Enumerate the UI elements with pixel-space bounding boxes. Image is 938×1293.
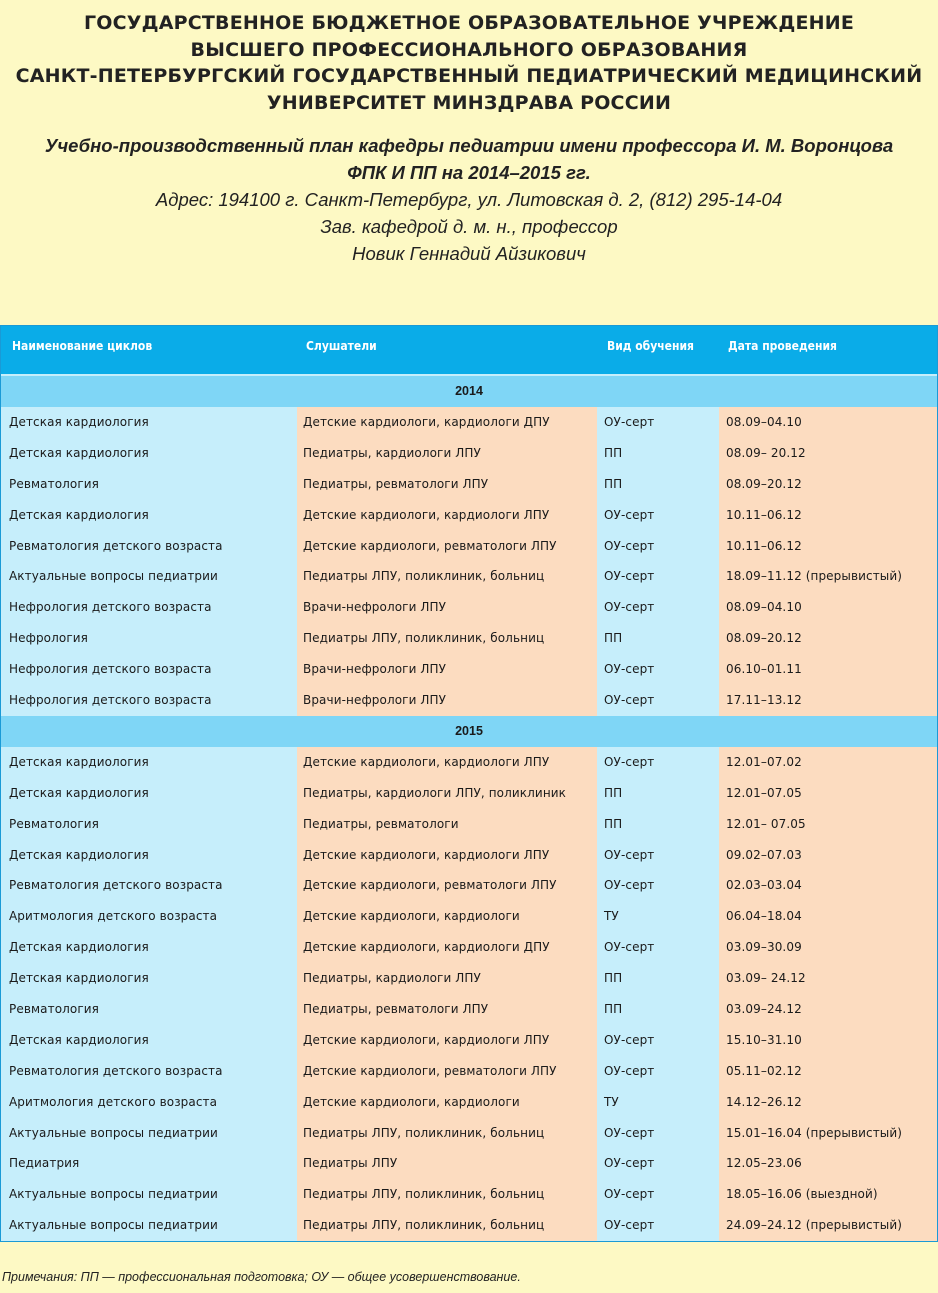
listeners-cell: Педиатры ЛПУ, поликлиник, больниц [297,561,597,592]
cycle-cell: Ревматология [1,469,297,500]
table-row [1,1179,937,1210]
table-row [1,994,937,1025]
schedule-table [0,325,938,1242]
date-cell: 18.05–16.06 (выездной) [719,1179,937,1210]
type-cell: ПП [597,994,719,1025]
type-cell: ОУ-серт [597,654,719,685]
listeners-cell: Педиатры, кардиологи ЛПУ, поликлиник [297,778,597,809]
date-cell: 15.01–16.04 (прерывистый) [719,1118,937,1149]
cycle-cell: Нефрология детского возраста [1,654,297,685]
listeners-cell: Педиатры ЛПУ, поликлиник, больниц [297,623,597,654]
type-cell: ОУ-серт [597,592,719,623]
cycle-cell: Нефрология детского возраста [1,685,297,716]
cycle-cell: Ревматология детского возраста [1,870,297,901]
plan-info [0,132,938,267]
cycle-cell: Актуальные вопросы педиатрии [1,561,297,592]
column-header-type: Вид обучения [607,339,694,353]
column-header-date: Дата проведения [728,339,837,353]
type-cell: ОУ-серт [597,1179,719,1210]
listeners-cell: Педиатры, кардиологи ЛПУ [297,438,597,469]
date-cell: 14.12–26.12 [719,1087,937,1118]
listeners-cell: Детские кардиологи, кардиологи ЛПУ [297,747,597,778]
type-cell: ПП [597,778,719,809]
cycle-cell: Ревматология детского возраста [1,531,297,562]
date-cell: 09.02–07.03 [719,840,937,871]
table-row [1,747,937,778]
listeners-cell: Детские кардиологи, ревматологи ЛПУ [297,1056,597,1087]
listeners-cell: Педиатры, кардиологи ЛПУ [297,963,597,994]
listeners-cell: Детские кардиологи, ревматологи ЛПУ [297,870,597,901]
table-row [1,438,937,469]
date-cell: 12.01–07.05 [719,778,937,809]
type-cell: ОУ-серт [597,561,719,592]
table-row [1,840,937,871]
column-header-listeners: Слушатели [306,339,377,353]
table-row [1,1025,937,1056]
plan-title-2: ФПК И ПП на 2014–2015 гг. [347,162,591,183]
date-cell: 15.10–31.10 [719,1025,937,1056]
listeners-cell: Детские кардиологи, кардиологи ДПУ [297,407,597,438]
type-cell: ОУ-серт [597,1148,719,1179]
table-row [1,592,937,623]
cycle-cell: Детская кардиология [1,778,297,809]
type-cell: ОУ-серт [597,685,719,716]
table-body [1,376,937,1241]
table-row [1,623,937,654]
table-row [1,1056,937,1087]
date-cell: 10.11–06.12 [719,531,937,562]
cycle-cell: Нефрология [1,623,297,654]
date-cell: 03.09–24.12 [719,994,937,1025]
table-row [1,963,937,994]
type-cell: ОУ-серт [597,932,719,963]
listeners-cell: Врачи-нефрологи ЛПУ [297,654,597,685]
type-cell: ОУ-серт [597,500,719,531]
type-cell: ОУ-серт [597,1210,719,1241]
date-cell: 08.09–04.10 [719,592,937,623]
date-cell: 10.11–06.12 [719,500,937,531]
type-cell: ПП [597,438,719,469]
date-cell: 08.09– 20.12 [719,438,937,469]
org-line-2: ВЫСШЕГО ПРОФЕССИОНАЛЬНОГО ОБРАЗОВАНИЯ [190,38,748,61]
cycle-cell: Детская кардиология [1,1025,297,1056]
listeners-cell: Детские кардиологи, ревматологи ЛПУ [297,531,597,562]
type-cell: ТУ [597,1087,719,1118]
cycle-cell: Детская кардиология [1,747,297,778]
org-line-1: ГОСУДАРСТВЕННОЕ БЮДЖЕТНОЕ ОБРАЗОВАТЕЛЬНОЕ УЧРЕЖДЕНИЕ [83,12,855,34]
listeners-cell: Врачи-нефрологи ЛПУ [297,592,597,623]
cycle-cell: Ревматология [1,994,297,1025]
cycle-cell: Нефрология детского возраста [1,592,297,623]
type-cell: ОУ-серт [597,870,719,901]
address: Адрес: 194100 г. Санкт-Петербург, ул. Литовская д. 2, (812) 295-14-04 [155,189,783,210]
cycle-cell: Актуальные вопросы педиатрии [1,1179,297,1210]
cycle-cell: Детская кардиология [1,932,297,963]
date-cell: 17.11–13.12 [719,685,937,716]
type-cell: ОУ-серт [597,1118,719,1149]
table-row [1,654,937,685]
footnote: Примечания: ПП — профессиональная подготовка; ОУ — общее усовершенствование. [2,1270,521,1284]
date-cell: 08.09–04.10 [719,407,937,438]
date-cell: 12.01– 07.05 [719,809,937,840]
listeners-cell: Детские кардиологи, кардиологи ЛПУ [297,840,597,871]
table-row [1,561,937,592]
date-cell: 02.03–03.04 [719,870,937,901]
table-row [1,500,937,531]
listeners-cell: Детские кардиологи, кардиологи [297,1087,597,1118]
listeners-cell: Детские кардиологи, кардиологи ЛПУ [297,1025,597,1056]
organization-header [0,0,938,116]
table-row [1,1118,937,1149]
listeners-cell: Детские кардиологи, кардиологи ДПУ [297,932,597,963]
cycle-cell: Ревматология [1,809,297,840]
type-cell: ОУ-серт [597,840,719,871]
table-row [1,685,937,716]
table-row [1,469,937,500]
table-row [1,809,937,840]
cycle-cell: Аритмология детского возраста [1,901,297,932]
listeners-cell: Врачи-нефрологи ЛПУ [297,685,597,716]
table-row [1,407,937,438]
head-name: Новик Геннадий Айзикович [352,243,586,264]
cycle-cell: Детская кардиология [1,438,297,469]
type-cell: ОУ-серт [597,407,719,438]
cycle-cell: Ревматология детского возраста [1,1056,297,1087]
date-cell: 03.09–30.09 [719,932,937,963]
date-cell: 12.01–07.02 [719,747,937,778]
date-cell: 12.05–23.06 [719,1148,937,1179]
listeners-cell: Педиатры ЛПУ [297,1148,597,1179]
type-cell: ТУ [597,901,719,932]
type-cell: ПП [597,469,719,500]
date-cell: 08.09–20.12 [719,623,937,654]
cycle-cell: Детская кардиология [1,500,297,531]
date-cell: 24.09–24.12 (прерывистый) [719,1210,937,1241]
cycle-cell: Актуальные вопросы педиатрии [1,1210,297,1241]
table-row [1,932,937,963]
date-cell: 18.09–11.12 (прерывистый) [719,561,937,592]
listeners-cell: Педиатры, ревматологи ЛПУ [297,469,597,500]
listeners-cell: Педиатры, ревматологи [297,809,597,840]
plan-title-1: Учебно-производственный план кафедры педиатрии имени профессора И. М. Воронцова [44,135,894,156]
date-cell: 05.11–02.12 [719,1056,937,1087]
org-line-3: САНКТ-ПЕТЕРБУРГСКИЙ ГОСУДАРСТВЕННЫЙ ПЕДИАТРИЧЕСКИЙ МЕДИЦИНСКИЙ [15,65,923,87]
cycle-cell: Педиатрия [1,1148,297,1179]
date-cell: 06.10–01.11 [719,654,937,685]
date-cell: 06.04–18.04 [719,901,937,932]
org-line-4: УНИВЕРСИТЕТ МИНЗДРАВА РОССИИ [266,91,672,114]
listeners-cell: Детские кардиологи, кардиологи ЛПУ [297,500,597,531]
type-cell: ОУ-серт [597,1056,719,1087]
table-row [1,1210,937,1241]
year-row-2014: 2014 [1,376,937,407]
cycle-cell: Актуальные вопросы педиатрии [1,1118,297,1149]
cycle-cell: Детская кардиология [1,407,297,438]
listeners-cell: Педиатры ЛПУ, поликлиник, больниц [297,1210,597,1241]
type-cell: ОУ-серт [597,1025,719,1056]
cycle-cell: Аритмология детского возраста [1,1087,297,1118]
type-cell: ПП [597,623,719,654]
type-cell: ПП [597,963,719,994]
type-cell: ОУ-серт [597,531,719,562]
listeners-cell: Педиатры ЛПУ, поликлиник, больниц [297,1179,597,1210]
listeners-cell: Педиатры ЛПУ, поликлиник, больниц [297,1118,597,1149]
cycle-cell: Детская кардиология [1,963,297,994]
table-row [1,531,937,562]
type-cell: ПП [597,809,719,840]
head-title: Зав. кафедрой д. м. н., профессор [320,216,618,237]
type-cell: ОУ-серт [597,747,719,778]
table-header [1,326,937,374]
column-header-cycle: Наименование циклов [12,339,153,353]
date-cell: 03.09– 24.12 [719,963,937,994]
listeners-cell: Детские кардиологи, кардиологи [297,901,597,932]
table-row [1,1087,937,1118]
year-row-2015: 2015 [1,716,937,747]
table-row [1,901,937,932]
cycle-cell: Детская кардиология [1,840,297,871]
table-row [1,778,937,809]
listeners-cell: Педиатры, ревматологи ЛПУ [297,994,597,1025]
date-cell: 08.09–20.12 [719,469,937,500]
table-row [1,870,937,901]
table-row [1,1148,937,1179]
